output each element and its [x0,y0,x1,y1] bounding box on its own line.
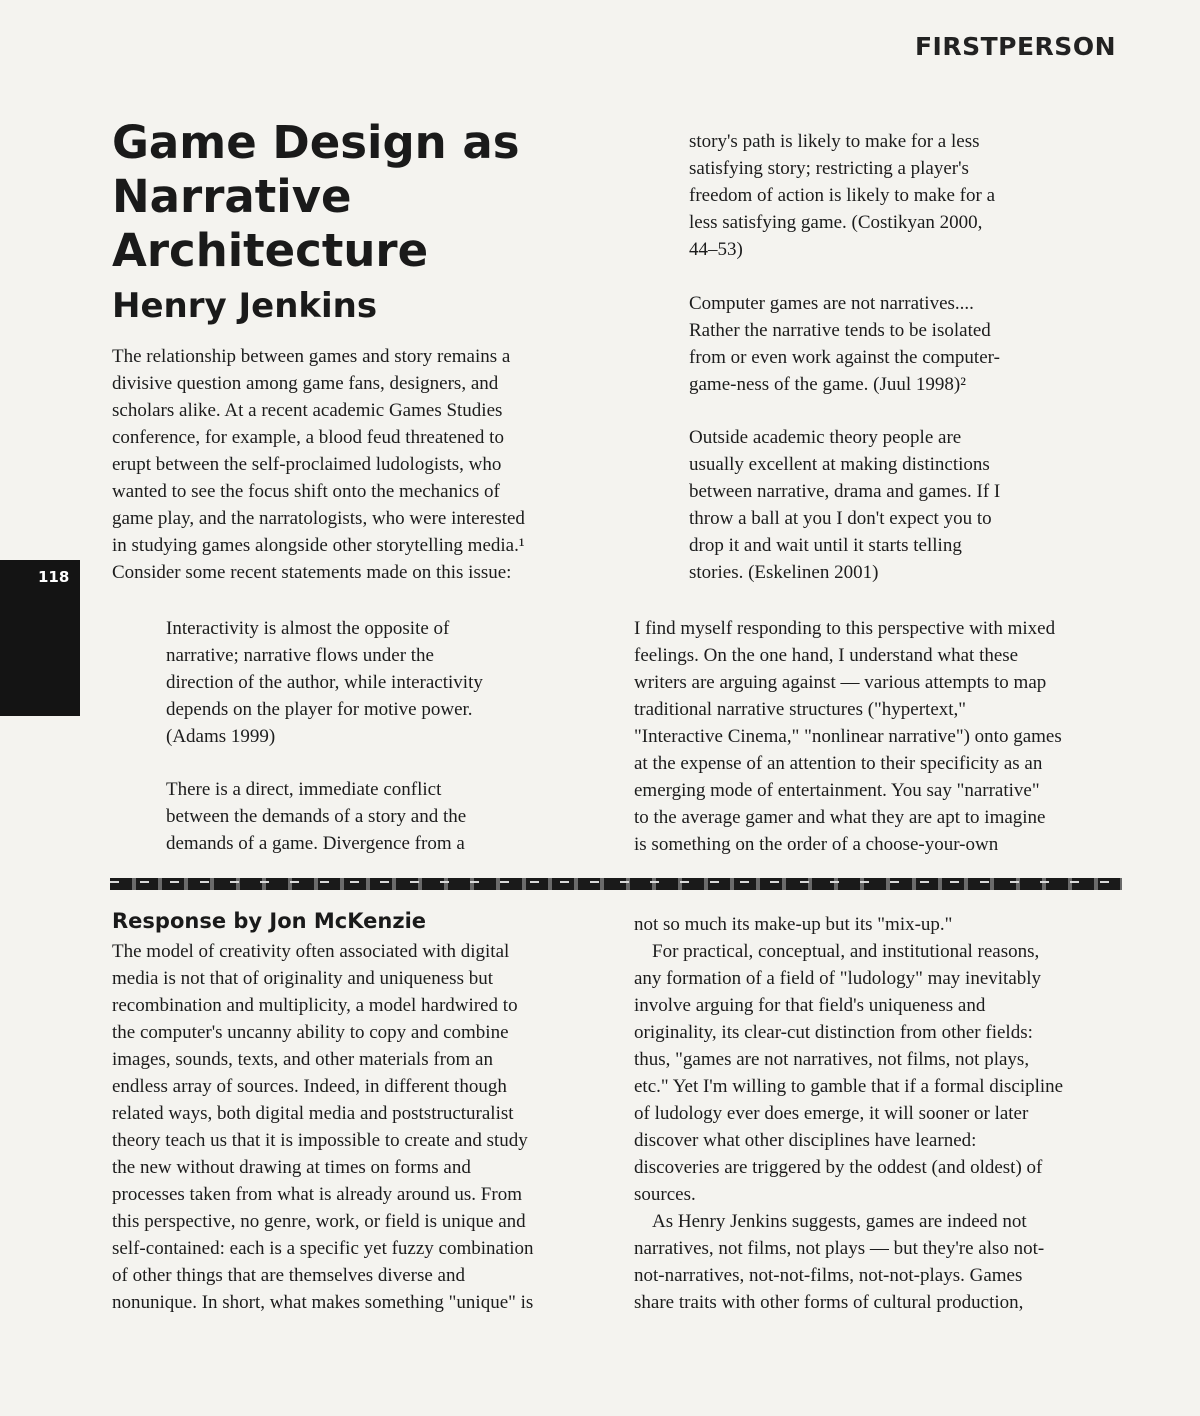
text-line: related ways, both digital media and poststructuralist [112,1103,514,1124]
text-line: There is a direct, immediate conflict [166,779,442,800]
text-line: self-contained: each is a specific yet fuzzy combination [112,1238,534,1259]
block-quote-costikyan [166,776,466,857]
text-line: media is not that of originality and uniqueness but [112,968,493,989]
page-number-tab [0,560,80,716]
text-line: Consider some recent statements made on this issue: [112,562,512,583]
title-line: Architecture [112,224,429,277]
text-line: theory teach us that it is impossible to create and study [112,1130,528,1151]
title-line: Narrative [112,170,352,223]
text-line: direction of the author, while interactivity [166,672,483,693]
text-line: not-narratives, not-not-films, not-not-plays. Games [634,1265,1023,1286]
text-line: nonunique. In short, what makes something "unique" is [112,1292,534,1313]
text-line: the computer's uncanny ability to copy and combine [112,1022,509,1043]
text-line: erupt between the self-proclaimed ludologists, who [112,454,502,475]
text-line: Interactivity is almost the opposite of [166,618,450,639]
article-title [112,116,612,278]
text-line: processes taken from what is already around us. From [112,1184,522,1205]
text-line: The relationship between games and story remains a [112,346,511,367]
response-left-column [112,938,534,1316]
text-line: 44–53) [689,239,743,260]
text-line: to the average gamer and what they are apt to imagine [634,807,1046,828]
text-line: writers are arguing against — various attempts to map [634,672,1047,693]
text-line: As Henry Jenkins suggests, games are indeed not [652,1211,1027,1232]
text-line: throw a ball at you I don't expect you to [689,508,992,529]
text-line: (Adams 1999) [166,726,276,747]
text-line: this perspective, no genre, work, or field is unique and [112,1211,526,1232]
text-line: For practical, conceptual, and institutional reasons, [652,941,1040,962]
text-line: narrative; narrative flows under the [166,645,434,666]
text-line: any formation of a field of "ludology" may inevitably [634,968,1042,989]
text-line: from or even work against the computer- [689,347,1000,368]
text-line: Computer games are not narratives.... [689,293,974,314]
text-line: share traits with other forms of cultural production, [634,1292,1024,1313]
text-line: the new without drawing at times on forms and [112,1157,471,1178]
intro-paragraph [112,343,525,586]
text-line: involve arguing for that field's uniqueness and [634,995,986,1016]
text-line: less satisfying game. (Costikyan 2000, [689,212,983,233]
block-quote-costikyan-cont [689,128,995,263]
text-line: feelings. On the one hand, I understand what these [634,645,1019,666]
text-line: game play, and the narratologists, who were interested [112,508,525,529]
text-line: story's path is likely to make for a less [689,131,980,152]
text-line: discover what other disciplines have learned: [634,1130,977,1151]
text-line: recombination and multiplicity, a model hardwired to [112,995,518,1016]
text-line: originality, its clear-cut distinction from other fields: [634,1022,1033,1043]
text-line: etc." Yet I'm willing to gamble that if a formal discipline [634,1076,1064,1097]
text-line: drop it and wait until it starts telling [689,535,962,556]
text-line: I find myself responding to this perspective with mixed [634,618,1056,639]
article-author: Henry Jenkins [112,286,378,326]
body-paragraph [634,615,1062,858]
text-line: in studying games alongside other storytelling media.¹ [112,535,525,556]
text-line: freedom of action is likely to make for a [689,185,996,206]
block-quote-eskelinen [689,424,1000,586]
text-line: emerging mode of entertainment. You say "narrative" [634,780,1040,801]
text-line: wanted to see the focus shift onto the mechanics of [112,481,500,502]
page-number: 118 [38,568,70,586]
text-line: Outside academic theory people are [689,427,962,448]
text-line: at the expense of an attention to their specificity as an [634,753,1043,774]
title-line: Game Design as [112,116,520,169]
text-line: The model of creativity often associated with digital [112,941,510,962]
text-line: conference, for example, a blood feud threatened to [112,427,504,448]
section-header-label: FIRSTPERSON [914,32,1116,61]
text-line: traditional narrative structures ("hypertext," [634,699,967,720]
text-line: "Interactive Cinema," "nonlinear narrative") onto games [634,726,1062,747]
text-line: demands of a game. Divergence from a [166,833,465,854]
text-line: between narrative, drama and games. If I [689,481,1001,502]
text-line: images, sounds, texts, and other materials from an [112,1049,493,1070]
response-right-column [634,911,1063,1316]
response-heading: Response by Jon McKenzie [112,909,427,933]
text-line: thus, "games are not narratives, not films, not plays, [634,1049,1030,1070]
text-line: narratives, not films, not plays — but they're also not- [634,1238,1045,1259]
text-line: depends on the player for motive power. [166,699,473,720]
text-line: divisive question among game fans, designers, and [112,373,499,394]
text-line: Rather the narrative tends to be isolated [689,320,991,341]
text-line: not so much its make-up but its "mix-up." [634,914,953,935]
text-line: is something on the order of a choose-your-own [634,834,999,855]
text-line: scholars alike. At a recent academic Games Studies [112,400,503,421]
text-line: endless array of sources. Indeed, in different though [112,1076,507,1097]
text-line: satisfying story; restricting a player's [689,158,969,179]
text-line: game-ness of the game. (Juul 1998)² [689,374,966,395]
text-line: discoveries are triggered by the oddest (and oldest) of [634,1157,1043,1178]
text-line: sources. [634,1184,696,1205]
section-divider [110,878,1122,890]
text-line: usually excellent at making distinctions [689,454,990,475]
block-quote-juul [689,290,1000,398]
text-line: stories. (Eskelinen 2001) [689,562,879,583]
text-line: between the demands of a story and the [166,806,467,827]
text-line: of other things that are themselves diverse and [112,1265,465,1286]
text-line: of ludology ever does emerge, it will sooner or later [634,1103,1029,1124]
block-quote-adams [166,615,483,750]
